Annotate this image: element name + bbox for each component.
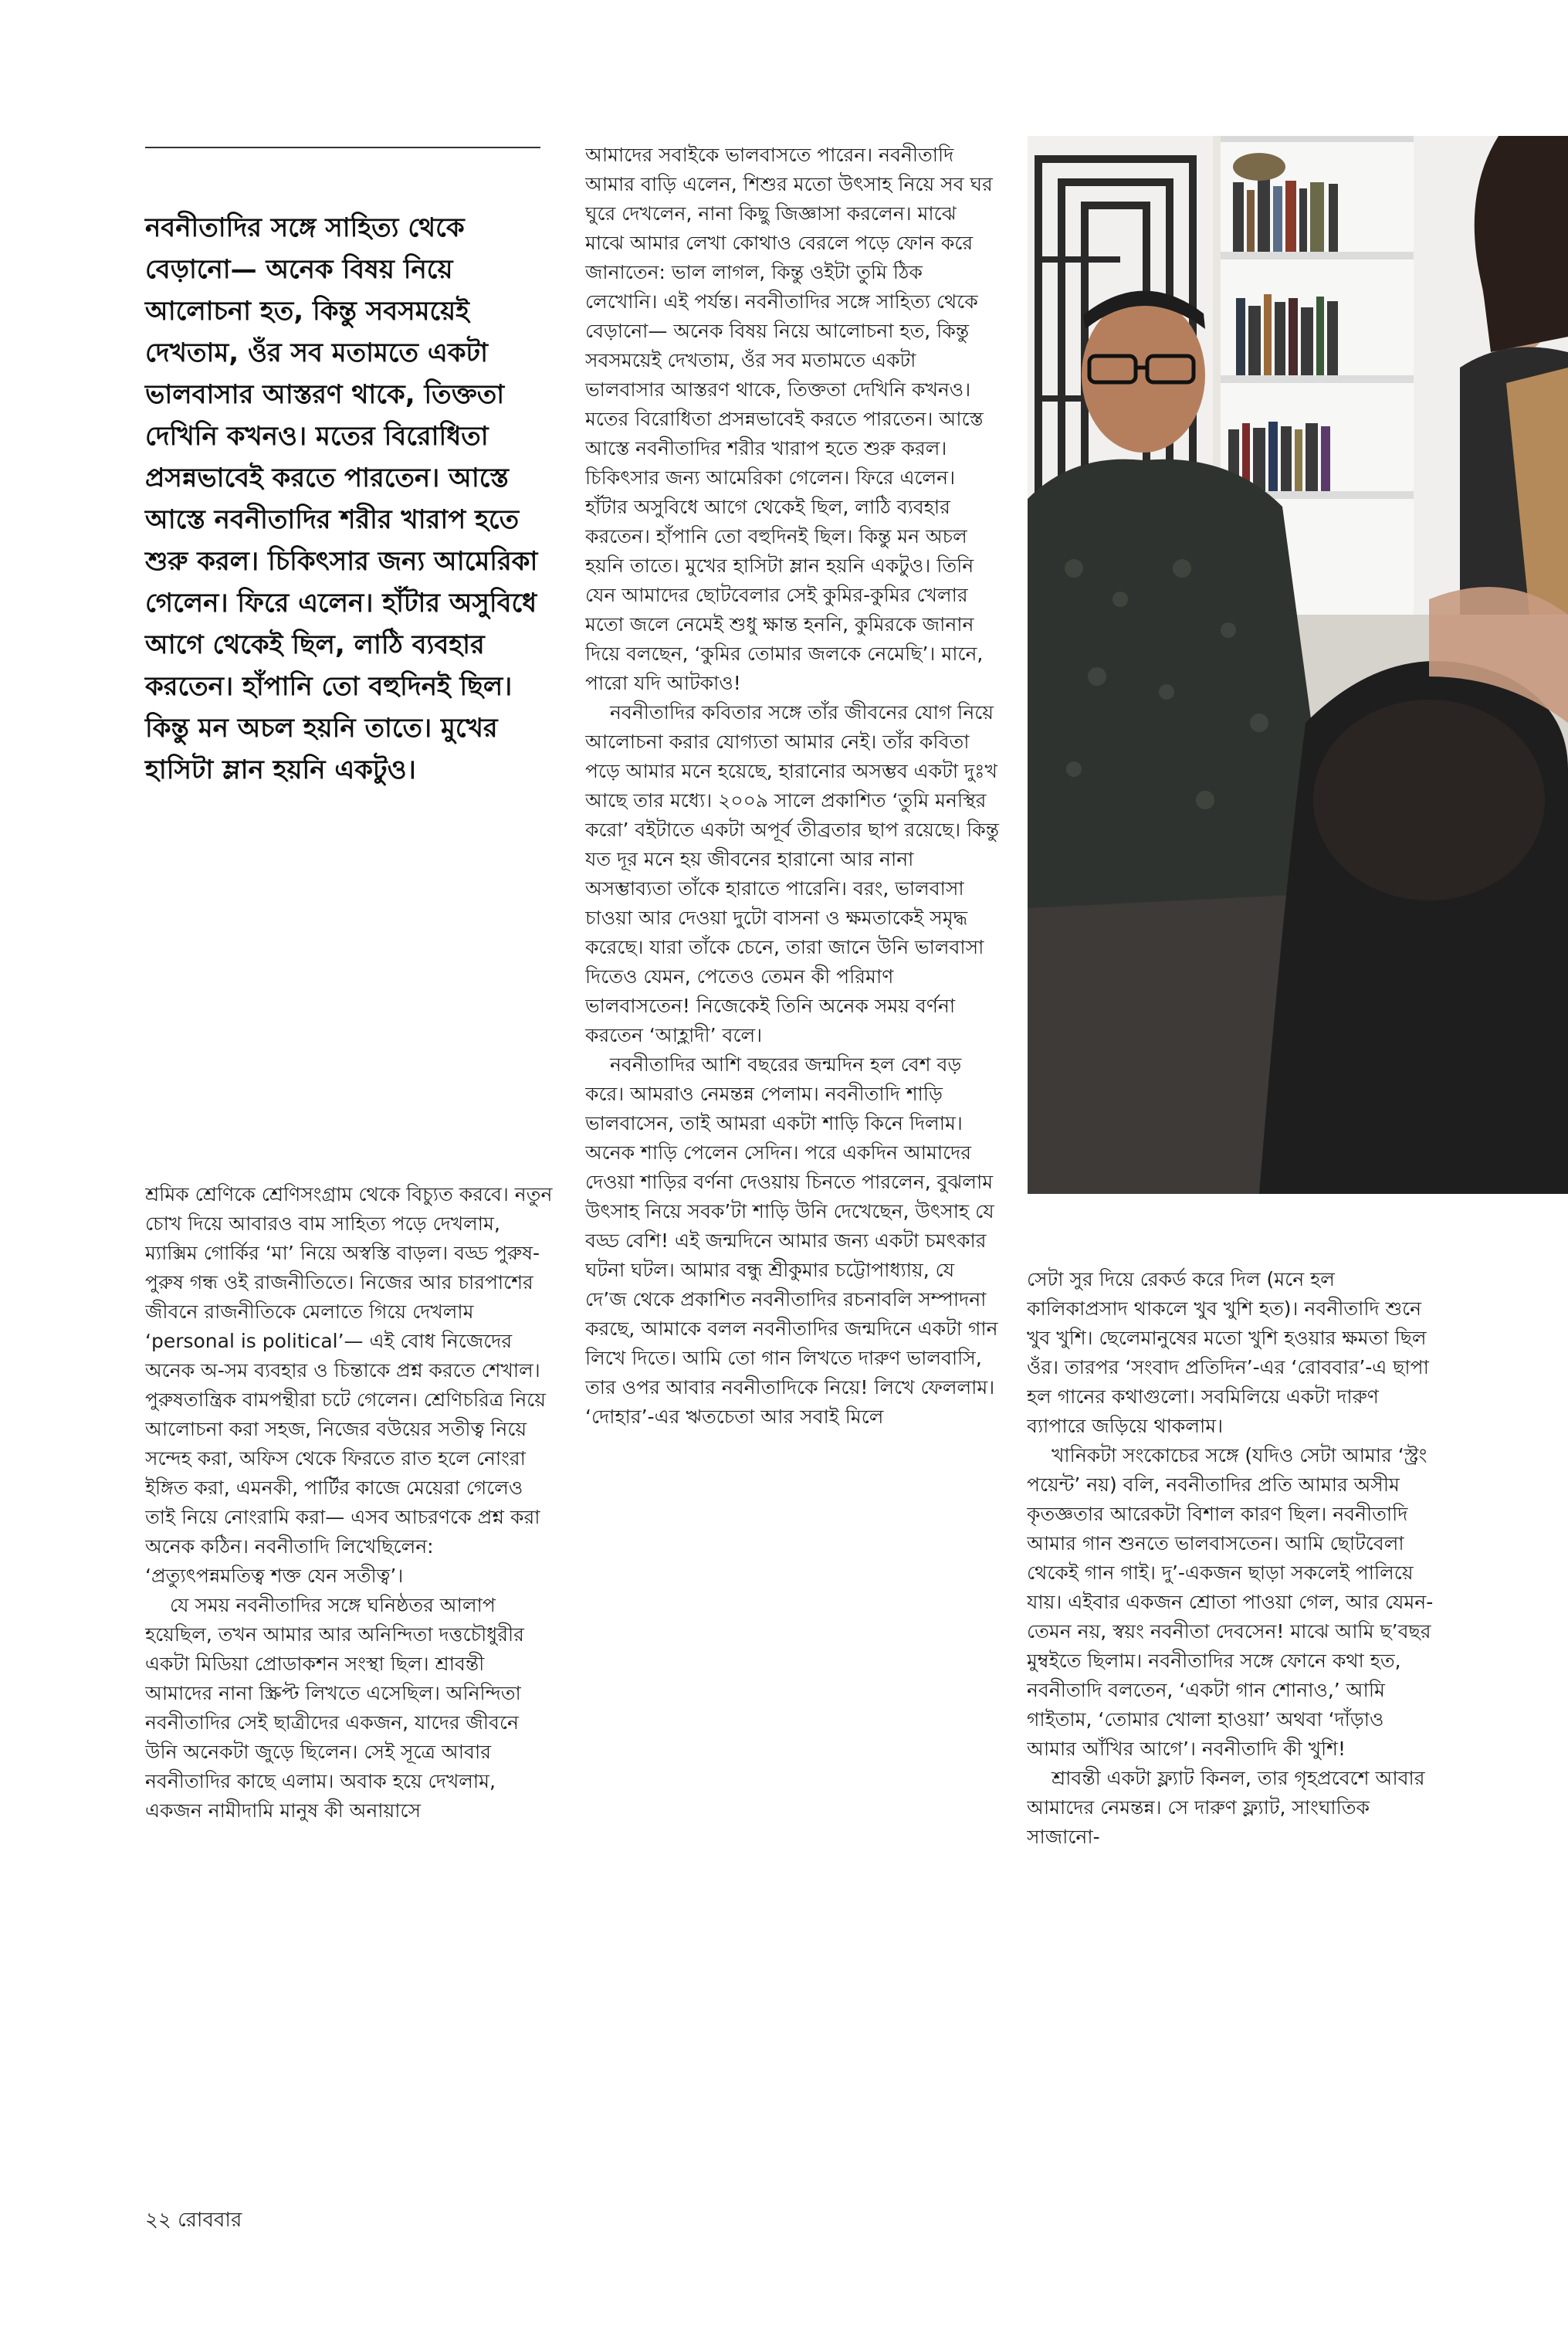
column2-paragraph-3: নবনীতাদির আশি বছরের জন্মদিন হল বেশ বড় করে। আমরাও নেমন্তন্ন পেলাম। নবনীতাদি শাড়ি ভালবাসেন, তাই আমরা একটা শাড়ি কিনে দিলাম। অনেক শাড়ি পেলেন সেদিন। পরে একদিন আমাদের দেওয়া শাড়ির বর্ণনা দেওয়ায় চিনতে পারলেন, বুঝলাম উৎসাহ নিয়ে সবক’টা শাড়ি উনি দেখেছেন, উৎসাহ যে বড্ড বেশি! এই জন্মদিনে আমার জন্য একটা চমৎকার ঘটনা ঘটল। আমার বন্ধু শ্রীকুমার চট্টোপাধ্যায়, যে দে’জ থেকে প্রকাশিত নবনীতাদির রচনাবলি সম্পাদনা করছে, আমাকে বলল নবনীতাদির জন্মদিনে একটা গান লিখে দিতে। আমি তো গান লিখতে দারুণ ভালবাসি, তার ওপর আবার নবনীতাদিকে নিয়ে! লিখে ফেললাম। ‘দোহার’-এর ঋতচেতা আর সবাই মিলে (585, 1053, 998, 1428)
article-column-1 (145, 1180, 553, 2130)
article-column-3 (1027, 1265, 1436, 2145)
column1-paragraph-1: শ্রমিক শ্রেণিকে শ্রেণিসংগ্রাম থেকে বিচ্যুত করবে। নতুন চোখ দিয়ে আবারও বাম সাহিত্য পড়ে দেখলাম, ম্যাক্সিম গোর্কির ‘মা’ নিয়ে অস্বস্তি বাড়ল। বড্ড পুরুষ-পুরুষ গন্ধ ওই রাজনীতিতে। নিজের আর চারপাশের জীবনে রাজনীতিকে মেলাতে গিয়ে দেখলাম ‘personal is political’— এই বোধ নিজেদের অনেক অ-সম ব্যবহার ও চিন্তাকে প্রশ্ন করতে শেখাল। পুরুষতান্ত্রিক বামপন্থীরা চটে গেলেন। শ্রেণিচরিত্র নিয়ে আলোচনা করা সহজ, নিজের বউয়ের সতীত্ব নিয়ে সন্দেহ করা, অফিস থেকে ফিরতে রাত হলে নোংরা ইঙ্গিত করা, এমনকী, পার্টির কাজে মেয়েরা গেলেও তাই নিয়ে নোংরামি করা— এসব আচরণকে প্রশ্ন করা অনেক কঠিন। নবনীতাদি লিখেছিলেন: ‘প্রত্যুৎপন্নমতিত্ব শক্ত যেন সতীত্ব’। (145, 1183, 553, 1587)
column3-paragraph-1: সেটা সুর দিয়ে রেকর্ড করে দিল (মনে হল কালিকাপ্রসাদ থাকলে খুব খুশি হত)। নবনীতাদি শুনে খুব খুশি। ছেলেমানুষের মতো খুশি হওয়ার ক্ষমতা ছিল ওঁর। তারপর ‘সংবাদ প্রতিদিন’-এর ‘রোববার’-এ ছাপা হল গানের কথাগুলো। সবমিলিয়ে একটা দারুণ ব্যাপারে জড়িয়ে থাকলাম। (1027, 1268, 1429, 1437)
page-folio: ২২ রোববার (145, 2209, 242, 2232)
column1-paragraph-2: যে সময় নবনীতাদির সঙ্গে ঘনিষ্ঠতর আলাপ হয়েছিল, তখন আমার আর অনিন্দিতা দত্তচৌধুরীর একটা মিডিয়া প্রোডাকশন সংস্থা ছিল। শ্রাবন্তী আমাদের নানা স্ক্রিপ্ট লিখতে এসেছিল। অনিন্দিতা নবনীতাদির সেই ছাত্রীদের একজন, যাদের জীবনে উনি অনেকটা জুড়ে ছিলেন। সেই সূত্রে আবার নবনীতাদির কাছে এলাম। অবাক হয়ে দেখলাম, একজন নামীদামি মানুষ কী অনায়াসে (145, 1594, 524, 1822)
article-photo (1028, 136, 1568, 1194)
pull-quote: নবনীতাদির সঙ্গে সাহিত্য থেকে বেড়ানো— অনেক বিষয় নিয়ে আলোচনা হত, কিন্তু সবসময়েই দেখতাম, ওঁর সব মতামতে একটা ভালবাসার আস্তরণ থাকে, তিক্ততা দেখিনি কখনও। মতের বিরোধিতা প্রসন্নভাবেই করতে পারতেন। আস্তে আস্তে নবনীতাদির শরীর খারাপ হতে শুরু করল। চিকিৎসার জন্য আমেরিকা গেলেন। ফিরে এলেন। হাঁটার অসুবিধে আগে থেকেই ছিল, লাঠি ব্যবহার করতেন। হাঁপানি তো বহুদিনই ছিল। কিন্তু মন অচল হয়নি তাতে। মুখের হাসিটা ম্লান হয়নি একটুও। (145, 212, 538, 785)
article-column-2 (585, 141, 1001, 2141)
column2-paragraph-2: নবনীতাদির কবিতার সঙ্গে তাঁর জীবনের যোগ নিয়ে আলোচনা করার যোগ্যতা আমার নেই। তাঁর কবিতা পড়ে আমার মনে হয়েছে, হারানোর অসম্ভব একটা দুঃখ আছে তার মধ্যে। ২০০৯ সালে প্রকাশিত ‘তুমি মনস্থির করো’ বইটাতে একটা অপূর্ব তীব্রতার ছাপ রয়েছে। কিন্তু যত দূর মনে হয় জীবনের হারানো আর নানা অসম্ভাব্যতা তাঁকে হারাতে পারেনি। বরং, ভালবাসা চাওয়া আর দেওয়া দুটো বাসনা ও ক্ষমতাকেই সমৃদ্ধ করেছে। যারা তাঁকে চেনে, তারা জানে উনি ভালবাসা দিতেও যেমন, পেতেও তেমন কী পরিমাণ ভালবাসতেন! নিজেকেই তিনি অনেক সময় বর্ণনা করতেন ‘আহ্লাদী’ বলে। (585, 701, 999, 1046)
column3-paragraph-2: খানিকটা সংকোচের সঙ্গে (যদিও সেটা আমার ‘স্ট্রং পয়েন্ট’ নয়) বলি, নবনীতাদির প্রতি আমার অসীম কৃতজ্ঞতার আরেকটা বিশাল কারণ ছিল। নবনীতাদি আমার গান শুনতে ভালবাসতেন। আমি ছোটবেলা থেকেই গান গাই। দু’-একজন ছাড়া সকলেই পালিয়ে যায়। এইবার একজন শ্রোতা পাওয়া গেল, আর যেমন-তেমন নয়, স্বয়ং নবনীতা দেবসেন! মাঝে আমি ছ’বছর মুম্বইতে ছিলাম। নবনীতাদির সঙ্গে ফোনে কথা হত, নবনীতাদি বলতেন, ‘একটা গান শোনাও,’ আমি গাইতাম, ‘তোমার খোলা হাওয়া’ অথবা ‘দাঁড়াও আমার আঁখির আগে’। নবনীতাদি কী খুশি! (1027, 1444, 1434, 1760)
photo-illustration (1028, 136, 1568, 1194)
column3-paragraph-3: শ্রাবন্তী একটা ফ্ল্যাট কিনল, তার গৃহপ্রবেশে আবার আমাদের নেমন্তন্ন। সে দারুণ ফ্ল্যাট, সাংঘাতিক সাজানো- (1027, 1767, 1425, 1848)
woman-figure (1414, 136, 1568, 615)
pullquote-top-rule (145, 147, 540, 148)
column2-paragraph-1: আমাদের সবাইকে ভালবাসতে পারেন। নবনীতাদি আমার বাড়ি এলেন, শিশুর মতো উৎসাহ নিয়ে সব ঘর ঘুরে দেখলেন, নানা কিছু জিজ্ঞাসা করলেন। মাঝে মাঝে আমার লেখা কোথাও বেরলে পড়ে ফোন করে জানাতেন: ভাল লাগল, কিন্তু ওইটা তুমি ঠিক লেখোনি। এই পর্যন্ত। নবনীতাদির সঙ্গে সাহিত্য থেকে বেড়ানো— অনেক বিষয় নিয়ে আলোচনা হত, কিন্তু সবসময়েই দেখতাম, ওঁর সব মতামতে একটা ভালবাসার আস্তরণ থাকে, তিক্ততা দেখিনি কখনও। মতের বিরোধিতা প্রসন্নভাবেই করতে পারতেন। আস্তে আস্তে নবনীতাদির শরীর খারাপ হতে শুরু করল। চিকিৎসার জন্য আমেরিকা গেলেন। ফিরে এলেন। হাঁটার অসুবিধে আগে থেকেই ছিল, লাঠি ব্যবহার করতেন। হাঁপানি তো বহুদিনই ছিল। কিন্তু মন অচল হয়নি তাতে। মুখের হাসিটা ম্লান হয়নি একটুও। তিনি যেন আমাদের ছোটবেলার সেই কুমির-কুমির খেলার মতো জলে নেমেই শুধু ক্ষান্ত হননি, কুমিরকে জানান দিয়ে বলছেন, ‘কুমির তোমার জলকে নেমেছি’। মানে, পারো যদি আটকাও! (585, 144, 993, 694)
